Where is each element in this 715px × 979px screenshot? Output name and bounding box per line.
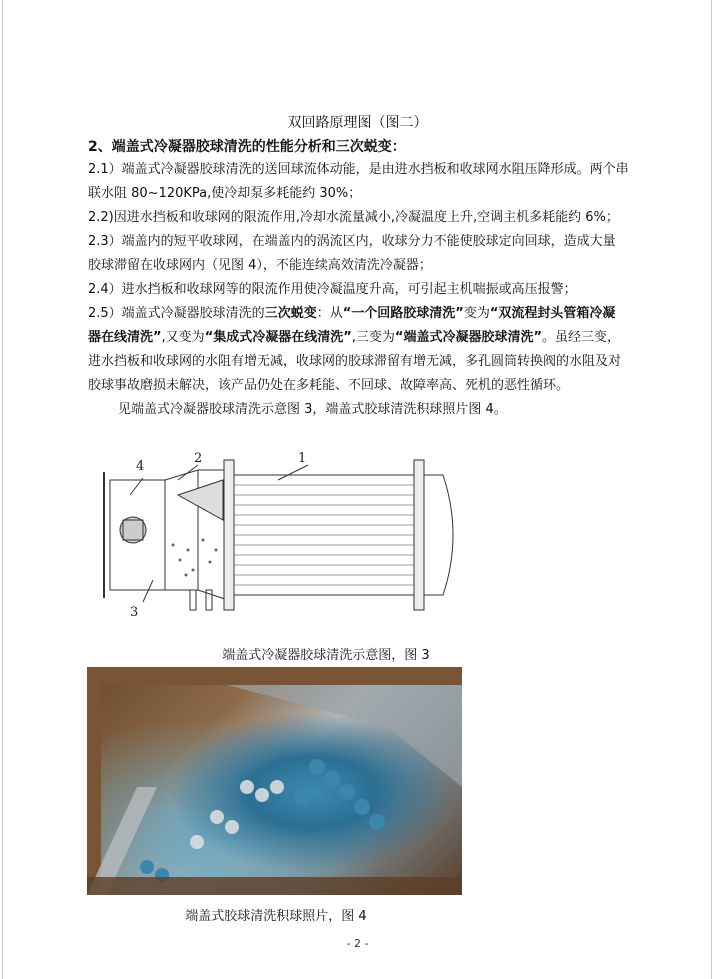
- diagram-label-2: 2: [194, 451, 203, 466]
- figure-title: 双回路原理图（图二）: [287, 115, 428, 131]
- paragraph-2-3-line-2: 胶球滞留在收球网内（见图 4），不能连续高效清洗冷凝器；: [88, 258, 432, 273]
- paragraph-2-3: [88, 230, 682, 278]
- paragraph-2-5-line-3: 进水挡板和收球网的水阻有增无减，收球网的胶球滞留有增无减，多孔圆筒转换阀的水阻及对: [88, 354, 622, 369]
- condenser-schematic-diagram: [98, 450, 478, 640]
- paragraph-2-5-line-4: 胶球事故磨损未解决，该产品仍处在多耗能、不回球、故障率高、死机的恶性循环。: [88, 378, 570, 393]
- diagram-label-3: 3: [130, 605, 139, 620]
- paragraph-figure-reference: 见端盖式冷凝器胶球清洗示意图 3，端盖式胶球清洗积球照片图 4。: [118, 402, 507, 417]
- page-number: - 2 -: [346, 937, 369, 950]
- section-heading: 2、端盖式冷凝器胶球清洗的性能分析和三次蜕变：: [88, 139, 406, 155]
- page-border-left: [2, 0, 3, 979]
- paragraph-2-5: [88, 302, 682, 398]
- figure-3-caption: 端盖式冷凝器胶球清洗示意图，图 3: [222, 648, 430, 663]
- paragraph-2-1-line-2: 联水阻 80~120KPa,使冷却泵多耗能约 30%；: [88, 186, 362, 201]
- paragraph-2-4: 2.4）进水挡板和收球网等的限流作用使冷凝温度升高，可引起主机喘振或高压报警；: [88, 282, 577, 297]
- diagram-label-1: 1: [298, 451, 307, 466]
- paragraph-2-5-line-1: 2.5）端盖式冷凝器胶球清洗的三次蜕变：从“一个回路胶球清洗”变为“双流程封头管箱冷凝: [88, 306, 616, 321]
- paragraph-2-2: 2.2)因进水挡板和收球网的限流作用,冷却水流量减小,冷凝温度上升,空调主机多耗能约 6%；: [88, 210, 619, 225]
- page-border-right: [711, 0, 712, 979]
- figure-4-caption: 端盖式胶球清洗积球照片，图 4: [185, 909, 367, 924]
- paragraph-2-1: [88, 158, 682, 206]
- paragraph-2-5-line-2: 器在线清洗”,又变为“集成式冷凝器在线清洗”,三变为“端盖式冷凝器胶球清洗”。虽经三变，: [88, 330, 621, 345]
- diagram-label-4: 4: [136, 459, 145, 474]
- paragraph-2-1-line-1: 2.1）端盖式冷凝器胶球清洗的送回球流体动能，是由进水挡板和收球网水阻压降形成。两个串: [88, 162, 629, 177]
- ball-accumulation-photo: [87, 667, 462, 895]
- paragraph-2-3-line-1: 2.3）端盖内的短平收球网，在端盖内的涡流区内，收球分力不能使胶球定向回球，造成大量: [88, 234, 616, 249]
